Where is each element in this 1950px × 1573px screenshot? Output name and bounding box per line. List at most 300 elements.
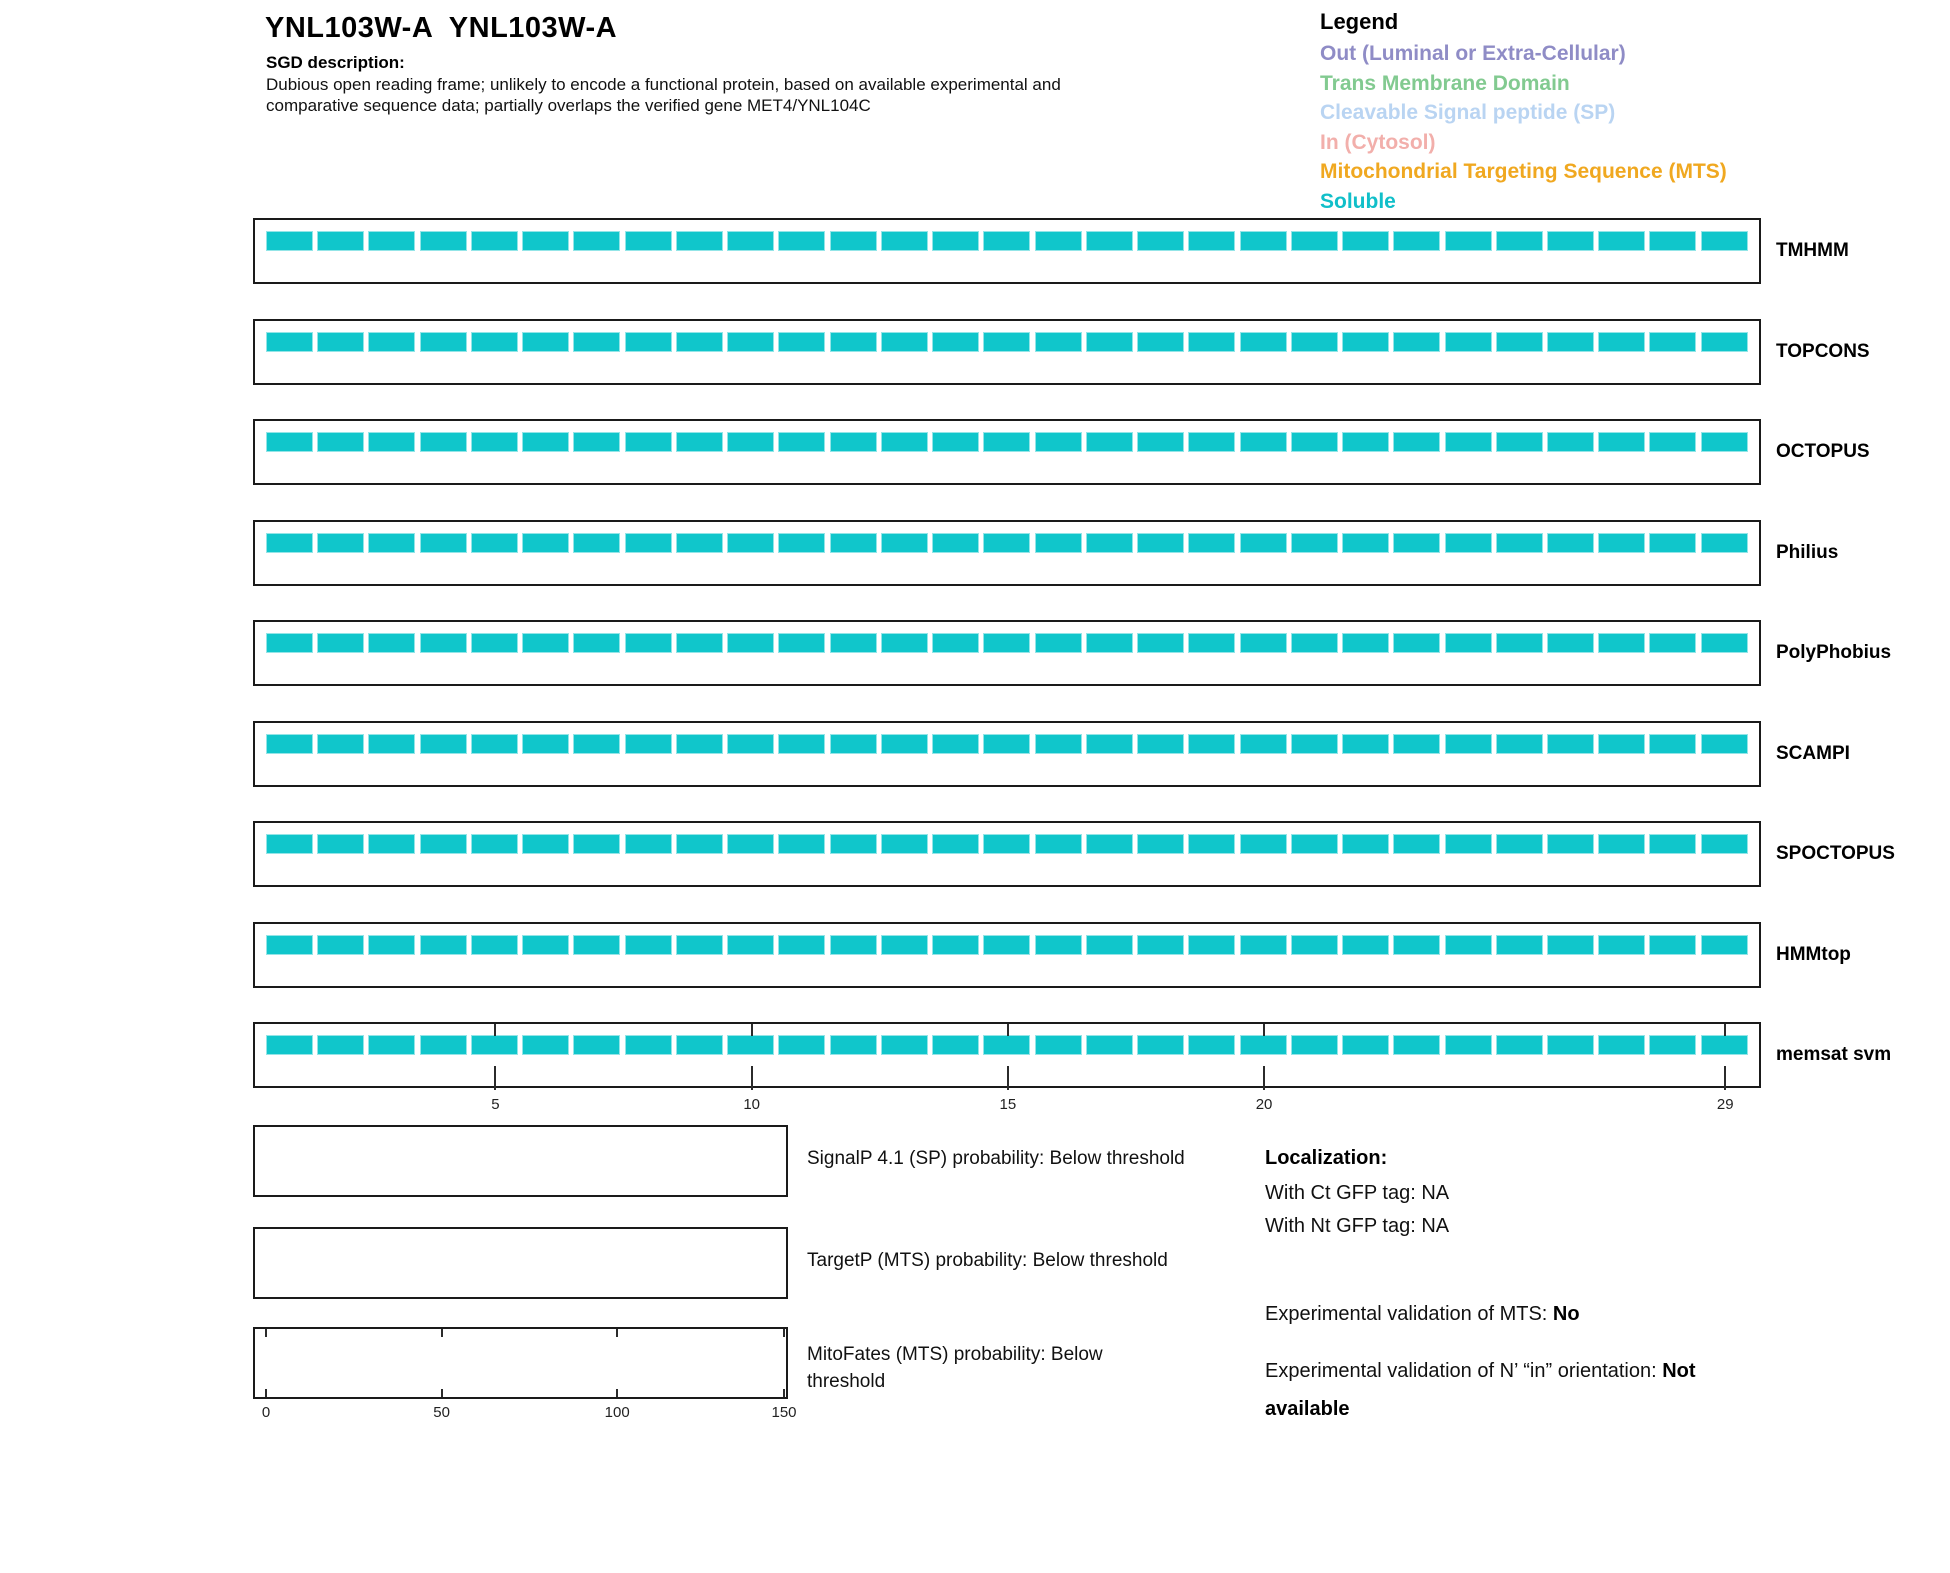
residue-segment — [1649, 533, 1696, 553]
residue-segment — [1342, 231, 1389, 251]
residue-segment — [625, 633, 672, 653]
residue-segment — [1496, 834, 1543, 854]
residue-segment — [625, 332, 672, 352]
residue-segment — [1188, 633, 1235, 653]
track-label-hmmtop: HMMtop — [1776, 943, 1851, 965]
mitofates-axis-tick — [441, 1329, 443, 1337]
residue-segment — [1188, 834, 1235, 854]
residue-segment — [676, 1035, 723, 1055]
residue-segment — [932, 633, 979, 653]
residue-segment — [1240, 1035, 1287, 1055]
residue-segment — [1547, 231, 1594, 251]
residue-axis-tick — [1263, 1066, 1265, 1090]
sgd-description-label: SGD description: — [266, 53, 405, 72]
residue-segment — [1188, 533, 1235, 553]
legend-entry-cleavable: Cleavable Signal peptide (SP) — [1320, 101, 1616, 125]
residue-segment — [881, 432, 928, 452]
mitofates-axis-tick — [783, 1389, 785, 1397]
track-box-polyphobius — [253, 620, 1761, 686]
residue-segment — [573, 633, 620, 653]
residue-segment — [1547, 633, 1594, 653]
residue-segment — [1701, 231, 1748, 251]
residue-segment — [1240, 432, 1287, 452]
residue-segment — [1291, 332, 1338, 352]
residue-segment — [932, 935, 979, 955]
residue-segment — [1393, 1035, 1440, 1055]
residue-axis-tick — [494, 1024, 496, 1036]
mts-validation-prefix: Experimental validation of MTS: — [1265, 1303, 1553, 1325]
residue-segment — [1291, 432, 1338, 452]
residue-segment — [932, 332, 979, 352]
residue-segment — [1086, 1035, 1133, 1055]
residue-segment — [1188, 734, 1235, 754]
residue-segment — [1701, 533, 1748, 553]
residue-segment — [471, 1035, 518, 1055]
residue-segment — [1649, 231, 1696, 251]
residue-segment — [727, 533, 774, 553]
residue-segment — [1188, 332, 1235, 352]
residue-segment — [1342, 834, 1389, 854]
residue-segment — [1035, 533, 1082, 553]
residue-axis-tick — [1724, 1024, 1726, 1036]
residue-segment — [1240, 332, 1287, 352]
residue-segment — [983, 633, 1030, 653]
residue-segment — [676, 935, 723, 955]
track-box-topcons — [253, 319, 1761, 385]
residue-segment — [727, 734, 774, 754]
residue-segment — [830, 633, 877, 653]
residue-segment — [1649, 432, 1696, 452]
residue-segment — [317, 332, 364, 352]
residue-segment — [932, 834, 979, 854]
residue-segment — [1649, 1035, 1696, 1055]
residue-segment — [471, 533, 518, 553]
residue-segment — [1598, 633, 1645, 653]
residue-segment — [1137, 231, 1184, 251]
residue-segment — [676, 734, 723, 754]
residue-segment — [317, 633, 364, 653]
track-label-polyphobius: PolyPhobius — [1776, 642, 1892, 663]
residue-segment — [1598, 1035, 1645, 1055]
residue-segment — [368, 332, 415, 352]
residue-segment — [266, 834, 313, 854]
track-box-memsat-svm — [253, 1022, 1761, 1088]
residue-segment — [573, 432, 620, 452]
residue-segment — [1649, 834, 1696, 854]
residue-segment — [1393, 231, 1440, 251]
residue-segment — [778, 332, 825, 352]
mitofates-axis-tick — [265, 1389, 267, 1397]
residue-segment — [727, 633, 774, 653]
residue-segment — [1240, 935, 1287, 955]
legend-entry-out: Out (Luminal or Extra-Cellular) — [1320, 42, 1626, 65]
residue-segment — [676, 533, 723, 553]
residue-segment — [1445, 231, 1492, 251]
residue-segment — [1598, 332, 1645, 352]
residue-segment — [420, 734, 467, 754]
residue-segment — [1086, 935, 1133, 955]
residue-segment — [1649, 734, 1696, 754]
residue-segment — [368, 1035, 415, 1055]
residue-segment — [1240, 633, 1287, 653]
residue-segment — [932, 231, 979, 251]
residue-segment — [881, 834, 928, 854]
residue-segment — [1393, 935, 1440, 955]
localization-ct-gfp: With Ct GFP tag: NA — [1265, 1182, 1450, 1204]
residue-segment — [778, 734, 825, 754]
track-label-memsat-svm: memsat svm — [1776, 1044, 1892, 1065]
residue-segment — [266, 432, 313, 452]
residue-segment — [1496, 231, 1543, 251]
residue-segment — [368, 935, 415, 955]
residue-segment — [932, 1035, 979, 1055]
residue-segment — [522, 935, 569, 955]
residue-segment — [932, 432, 979, 452]
residue-segment — [1598, 734, 1645, 754]
residue-segment — [1598, 834, 1645, 854]
mitofates-axis-tick — [265, 1329, 267, 1337]
mitofates-axis-tick-label: 50 — [433, 1404, 450, 1421]
residue-segment — [778, 1035, 825, 1055]
track-label-scampi: SCAMPI — [1776, 742, 1850, 764]
residue-segment — [1086, 432, 1133, 452]
residue-segment — [1291, 633, 1338, 653]
residue-segment — [830, 834, 877, 854]
residue-segment — [1496, 734, 1543, 754]
localization-nt-gfp: With Nt GFP tag: NA — [1265, 1215, 1450, 1237]
residue-segment — [420, 834, 467, 854]
residue-segment — [625, 834, 672, 854]
residue-segment — [625, 432, 672, 452]
residue-segment — [1701, 834, 1748, 854]
residue-segment — [1035, 935, 1082, 955]
residue-segment — [1496, 332, 1543, 352]
mts-validation-value: No — [1552, 1303, 1580, 1325]
track-box-hmmtop — [253, 922, 1761, 988]
residue-segment — [1445, 834, 1492, 854]
residue-segment — [471, 231, 518, 251]
residue-segment — [983, 935, 1030, 955]
residue-axis-tick-label: 5 — [491, 1096, 500, 1113]
residue-segment — [1547, 935, 1594, 955]
signalp-plot-box — [253, 1125, 788, 1197]
residue-segment — [317, 432, 364, 452]
residue-segment — [368, 231, 415, 251]
residue-segment — [368, 834, 415, 854]
track-box-philius — [253, 520, 1761, 586]
residue-segment — [1086, 533, 1133, 553]
residue-segment — [932, 734, 979, 754]
residue-segment — [676, 834, 723, 854]
residue-axis-tick — [1007, 1066, 1009, 1090]
residue-segment — [1188, 231, 1235, 251]
residue-segment — [1188, 432, 1235, 452]
sgd-description-line-2: comparative sequence data; partially overlaps the verified gene MET4/YNL104C — [266, 96, 871, 115]
residue-segment — [1086, 633, 1133, 653]
residue-segment — [573, 935, 620, 955]
residue-segment — [727, 935, 774, 955]
residue-segment — [368, 734, 415, 754]
residue-segment — [625, 533, 672, 553]
residue-segment — [1496, 1035, 1543, 1055]
residue-segment — [1547, 834, 1594, 854]
residue-segment — [522, 1035, 569, 1055]
residue-segment — [625, 935, 672, 955]
residue-segment — [778, 231, 825, 251]
residue-segment — [1445, 533, 1492, 553]
track-label-spoctopus: SPOCTOPUS — [1776, 843, 1895, 864]
residue-segment — [1035, 231, 1082, 251]
residue-segment — [625, 231, 672, 251]
mitofates-plot-label-line-2: threshold — [807, 1371, 886, 1392]
residue-segment — [1547, 533, 1594, 553]
legend-entry-mitochondrial: Mitochondrial Targeting Sequence (MTS) — [1320, 160, 1727, 184]
residue-segment — [1137, 834, 1184, 854]
residue-segment — [1086, 734, 1133, 754]
residue-segment — [932, 533, 979, 553]
residue-axis-tick — [494, 1066, 496, 1090]
residue-segment — [676, 332, 723, 352]
residue-segment — [1342, 734, 1389, 754]
residue-segment — [1393, 734, 1440, 754]
residue-segment — [1137, 1035, 1184, 1055]
residue-segment — [1649, 332, 1696, 352]
residue-segment — [1547, 432, 1594, 452]
residue-segment — [420, 1035, 467, 1055]
residue-segment — [881, 332, 928, 352]
residue-segment — [1291, 1035, 1338, 1055]
residue-segment — [368, 533, 415, 553]
residue-segment — [881, 231, 928, 251]
track-box-spoctopus — [253, 821, 1761, 887]
residue-segment — [1137, 533, 1184, 553]
residue-segment — [1393, 834, 1440, 854]
track-label-octopus: OCTOPUS — [1776, 441, 1870, 462]
residue-segment — [830, 332, 877, 352]
residue-segment — [830, 734, 877, 754]
residue-segment — [1342, 533, 1389, 553]
legend-entry-soluble: Soluble — [1320, 190, 1396, 213]
residue-segment — [625, 734, 672, 754]
mitofates-axis-tick — [616, 1389, 618, 1397]
residue-segment — [881, 633, 928, 653]
residue-segment — [1291, 231, 1338, 251]
residue-segment — [830, 935, 877, 955]
orientation-validation-value: Not available — [1265, 1360, 1696, 1420]
residue-segment — [778, 533, 825, 553]
residue-segment — [266, 734, 313, 754]
residue-segment — [1445, 432, 1492, 452]
residue-segment — [1445, 935, 1492, 955]
residue-segment — [317, 734, 364, 754]
residue-axis-tick — [751, 1024, 753, 1036]
residue-segment — [1393, 633, 1440, 653]
residue-segment — [1701, 432, 1748, 452]
residue-axis-tick-label: 10 — [743, 1096, 760, 1113]
residue-segment — [522, 231, 569, 251]
residue-segment — [1547, 1035, 1594, 1055]
residue-segment — [1137, 935, 1184, 955]
residue-segment — [727, 432, 774, 452]
residue-segment — [1393, 332, 1440, 352]
residue-segment — [727, 332, 774, 352]
residue-segment — [1445, 633, 1492, 653]
residue-segment — [778, 633, 825, 653]
residue-segment — [471, 834, 518, 854]
residue-segment — [471, 935, 518, 955]
residue-segment — [573, 834, 620, 854]
residue-segment — [830, 231, 877, 251]
residue-segment — [317, 1035, 364, 1055]
residue-segment — [983, 231, 1030, 251]
residue-segment — [471, 734, 518, 754]
residue-segment — [317, 231, 364, 251]
residue-segment — [1035, 734, 1082, 754]
residue-segment — [522, 834, 569, 854]
residue-segment — [1240, 834, 1287, 854]
legend-title: Legend — [1320, 9, 1399, 34]
mitofates-plot-label-line-1: MitoFates (MTS) probability: Below — [807, 1344, 1103, 1365]
residue-segment — [676, 432, 723, 452]
residue-segment — [1342, 1035, 1389, 1055]
residue-segment — [1240, 231, 1287, 251]
track-label-tmhmm: TMHMM — [1776, 240, 1849, 261]
residue-segment — [317, 533, 364, 553]
residue-segment — [778, 834, 825, 854]
residue-segment — [881, 1035, 928, 1055]
legend-entry-in: In (Cytosol) — [1320, 130, 1436, 154]
residue-segment — [1291, 935, 1338, 955]
residue-segment — [1291, 734, 1338, 754]
residue-segment — [1701, 633, 1748, 653]
residue-segment — [420, 633, 467, 653]
residue-segment — [1547, 332, 1594, 352]
residue-segment — [1035, 834, 1082, 854]
residue-segment — [1598, 935, 1645, 955]
targetp-plot-box — [253, 1227, 788, 1299]
track-box-octopus — [253, 419, 1761, 485]
residue-segment — [368, 633, 415, 653]
track-box-scampi — [253, 721, 1761, 787]
residue-axis-tick — [1007, 1024, 1009, 1036]
residue-segment — [625, 1035, 672, 1055]
residue-segment — [1291, 834, 1338, 854]
mitofates-axis-tick — [783, 1329, 785, 1337]
residue-segment — [420, 533, 467, 553]
page-title: YNL103W-A YNL103W-A — [265, 12, 618, 44]
residue-segment — [1086, 834, 1133, 854]
residue-segment — [522, 633, 569, 653]
mitofates-axis-tick — [441, 1389, 443, 1397]
signalp-plot-label: SignalP 4.1 (SP) probability: Below threshold — [807, 1148, 1185, 1169]
residue-segment — [471, 432, 518, 452]
residue-segment — [420, 935, 467, 955]
residue-segment — [1035, 432, 1082, 452]
residue-segment — [830, 432, 877, 452]
residue-segment — [1137, 734, 1184, 754]
mitofates-plot-box — [253, 1327, 788, 1399]
residue-segment — [522, 533, 569, 553]
residue-segment — [1137, 633, 1184, 653]
residue-segment — [573, 231, 620, 251]
sgd-description-line-1: Dubious open reading frame; unlikely to encode a functional protein, based on available experimental and — [266, 75, 1061, 94]
residue-segment — [983, 533, 1030, 553]
residue-segment — [1701, 734, 1748, 754]
residue-segment — [676, 633, 723, 653]
residue-segment — [1137, 332, 1184, 352]
mitofates-axis-tick-label: 150 — [771, 1404, 797, 1421]
residue-segment — [1035, 1035, 1082, 1055]
residue-segment — [1547, 734, 1594, 754]
residue-axis-tick — [751, 1066, 753, 1090]
residue-segment — [266, 231, 313, 251]
residue-segment — [1240, 734, 1287, 754]
residue-segment — [778, 935, 825, 955]
localization-heading: Localization: — [1265, 1147, 1388, 1169]
mts-validation — [1265, 1303, 1580, 1326]
residue-segment — [471, 633, 518, 653]
residue-segment — [1496, 633, 1543, 653]
residue-segment — [1598, 432, 1645, 452]
residue-segment — [1393, 432, 1440, 452]
residue-segment — [573, 332, 620, 352]
residue-segment — [1496, 432, 1543, 452]
residue-axis-tick-label: 29 — [1716, 1096, 1734, 1113]
residue-axis-tick-label: 20 — [1255, 1096, 1273, 1113]
residue-segment — [1701, 1035, 1748, 1055]
orientation-validation-prefix: Experimental validation of N’ “in” orientation: — [1265, 1360, 1663, 1382]
residue-segment — [266, 332, 313, 352]
residue-axis-tick-label: 15 — [999, 1096, 1017, 1113]
residue-segment — [881, 533, 928, 553]
residue-segment — [983, 432, 1030, 452]
residue-segment — [1701, 935, 1748, 955]
residue-segment — [420, 432, 467, 452]
residue-segment — [317, 834, 364, 854]
residue-segment — [1598, 231, 1645, 251]
residue-axis-tick — [1724, 1066, 1726, 1090]
residue-segment — [1035, 633, 1082, 653]
residue-segment — [1086, 231, 1133, 251]
mitofates-axis-tick — [616, 1329, 618, 1337]
residue-segment — [778, 432, 825, 452]
residue-segment — [1342, 935, 1389, 955]
residue-segment — [317, 935, 364, 955]
residue-segment — [471, 332, 518, 352]
residue-segment — [881, 734, 928, 754]
targetp-plot-label: TargetP (MTS) probability: Below threshold — [807, 1250, 1168, 1271]
residue-segment — [522, 332, 569, 352]
residue-segment — [420, 332, 467, 352]
residue-segment — [522, 734, 569, 754]
residue-segment — [1342, 633, 1389, 653]
residue-segment — [1342, 332, 1389, 352]
residue-segment — [727, 231, 774, 251]
residue-segment — [420, 231, 467, 251]
track-box-tmhmm — [253, 218, 1761, 284]
residue-segment — [368, 432, 415, 452]
residue-segment — [830, 1035, 877, 1055]
residue-segment — [522, 432, 569, 452]
residue-segment — [983, 332, 1030, 352]
residue-segment — [573, 1035, 620, 1055]
residue-segment — [676, 231, 723, 251]
residue-segment — [983, 1035, 1030, 1055]
residue-segment — [1035, 332, 1082, 352]
residue-segment — [266, 1035, 313, 1055]
residue-segment — [727, 1035, 774, 1055]
residue-segment — [983, 834, 1030, 854]
